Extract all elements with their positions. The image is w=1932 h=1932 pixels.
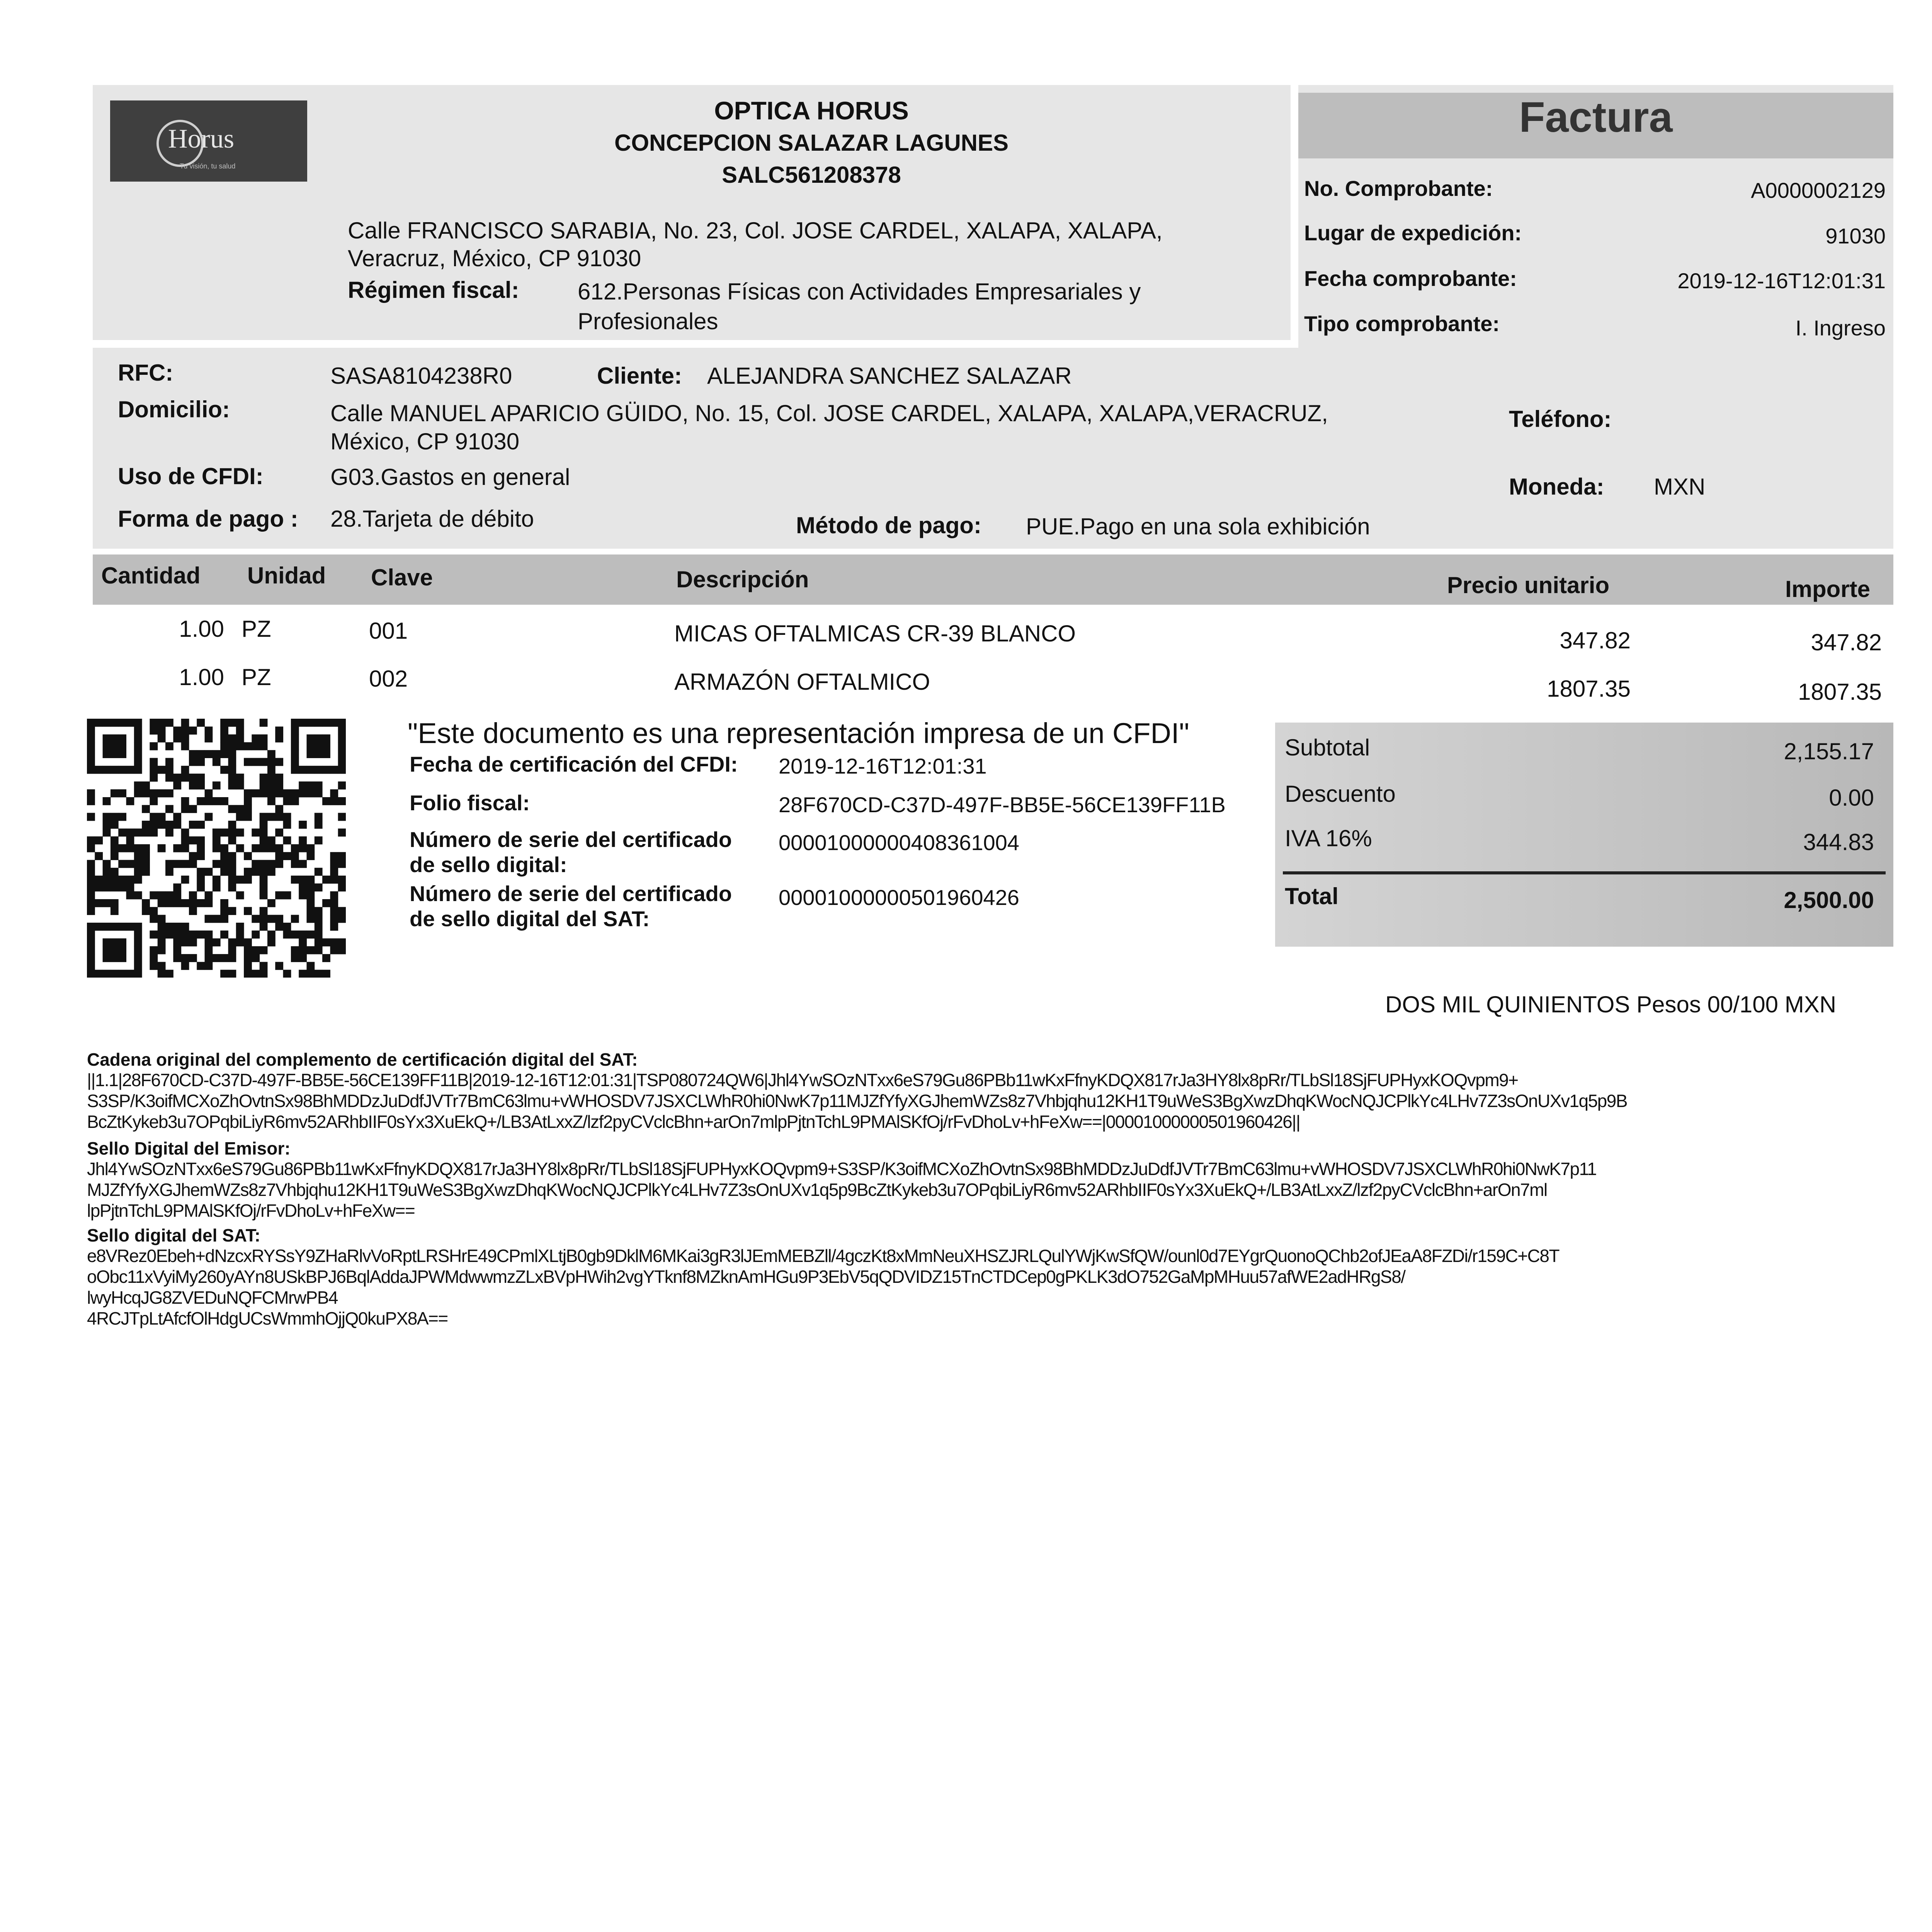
sello-sat-label: Sello digital del SAT: (87, 1225, 260, 1245)
cadena-label: Cadena original del complemento de certificación digital del SAT: (87, 1049, 638, 1070)
uso-cfdi-label: Uso de CFDI: (118, 463, 264, 489)
fecha-certificacion: 2019-12-16T12:01:31 (779, 754, 987, 778)
issuer-rfc: SALC561208378 (722, 162, 901, 188)
telefono-label: Teléfono: (1509, 406, 1612, 432)
table-row-descripcion: ARMAZÓN OFTALMICO (674, 669, 930, 695)
metodo-pago: PUE.Pago en una sola exhibición (1026, 514, 1370, 539)
cadena-line: ||1.1|28F670CD-C37D-497F-BB5E-56CE139FF11B|2019-12-16T12:01:31|TSP080724QW6|Jhl4YwSOzNTxx6eS79Gu86PBb11wKxFfnyKDQX817rJa3HY8lx8pRr/TLbSl18SjFUPHyxKOQvpm9+ (87, 1070, 1518, 1090)
logo-text: Horus (168, 124, 235, 154)
total-value: 2,500.00 (1784, 887, 1874, 913)
logo-tagline: Tu visión, tu salud (180, 162, 236, 170)
regimen-line2: Profesionales (578, 308, 718, 334)
table-row-importe: 347.82 (1811, 629, 1882, 655)
issuer-owner: CONCEPCION SALAZAR LAGUNES (614, 130, 1009, 156)
invoice-field-label: Tipo comprobante: (1304, 311, 1500, 336)
table-row-importe: 1807.35 (1798, 679, 1882, 705)
serie-certificado-label: de sello digital: (410, 852, 567, 877)
domicilio-label: Domicilio: (118, 396, 230, 422)
sello-sat-line: lwyHcqJG8ZVEDuNQFCMrwPB4 (87, 1287, 338, 1308)
metodo-pago-label: Método de pago: (796, 512, 981, 538)
issuer-address-line2: Veracruz, México, CP 91030 (348, 245, 641, 271)
table-header-row (93, 554, 1893, 605)
issuer-address-line1: Calle FRANCISCO SARABIA, No. 23, Col. JOSE CARDEL, XALAPA, XALAPA, (348, 218, 1163, 243)
regimen-line1: 612.Personas Físicas con Actividades Empresariales y (578, 279, 1141, 304)
cliente-label: Cliente: (597, 363, 682, 389)
folio-fiscal: 28F670CD-C37D-497F-BB5E-56CE139FF11B (779, 793, 1226, 817)
descuento-value: 0.00 (1829, 785, 1874, 811)
rfc-label: RFC: (118, 360, 173, 386)
sello-emisor-line: lpPjtnTchL9PMAlSKfOj/rFvDhoLv+hFeXw== (87, 1201, 415, 1221)
regimen-label: Régimen fiscal: (348, 277, 519, 303)
descuento-label: Descuento (1285, 781, 1396, 807)
serie-sat-label: Número de serie del certificado (410, 881, 732, 906)
fecha-certificacion-label: Fecha de certificación del CFDI: (410, 752, 738, 776)
sello-sat-line: 4RCJTpLtAfcfOlHdgUCsWmmhOjjQ0kuPX8A== (87, 1308, 448, 1328)
total-label: Total (1285, 883, 1338, 909)
sello-sat-line: e8VRez0Ebeh+dNzcxRYSsY9ZHaRlvVoRptLRSHrE49CPmlXLtjB0gb9DklM6MKai3gR3lJEmMEBZll/4gczKt8xMmNeuXHSZJRLQulYWjKwSfQW/ounl0d7EYgrQuonoQChb2ofJEaA8FZDi/r159C+C8T (87, 1246, 1560, 1266)
invoice-field-value: 2019-12-16T12:01:31 (1677, 269, 1886, 293)
table-row-unidad: PZ (242, 616, 271, 642)
iva-value: 344.83 (1803, 829, 1874, 855)
serie-sat-label: de sello digital del SAT: (410, 906, 650, 931)
cfdi-statement: "Este documento es una representación impresa de un CFDI" (408, 717, 1189, 749)
moneda-label: Moneda: (1509, 474, 1604, 500)
serie-sat: 00001000000501960426 (779, 885, 1019, 910)
subtotal-value: 2,155.17 (1784, 738, 1874, 764)
col-header-descripcion: Descripción (676, 566, 809, 592)
subtotal-label: Subtotal (1285, 735, 1370, 760)
folio-fiscal-label: Folio fiscal: (410, 791, 530, 815)
invoice-field-label: Lugar de expedición: (1304, 221, 1522, 245)
totals-divider (1283, 871, 1886, 874)
invoice-field-label: No. Comprobante: (1304, 176, 1493, 201)
logo (110, 100, 307, 182)
qr-code (87, 719, 346, 978)
forma-pago: 28.Tarjeta de débito (330, 506, 534, 532)
table-row-unidad: PZ (242, 664, 271, 690)
col-header-importe: Importe (1785, 576, 1871, 602)
serie-certificado-label: Número de serie del certificado (410, 827, 732, 852)
cadena-text (87, 1070, 1627, 1132)
invoice-title: Factura (1519, 94, 1673, 141)
table-row-cantidad: 1.00 (179, 616, 224, 642)
table-row-descripcion: MICAS OFTALMICAS CR-39 BLANCO (674, 621, 1076, 646)
sello-emisor-label: Sello Digital del Emisor: (87, 1138, 291, 1158)
sello-sat-text (87, 1245, 1559, 1329)
invoice-field-label: Fecha comprobante: (1304, 266, 1517, 291)
client-name: ALEJANDRA SANCHEZ SALAZAR (707, 363, 1072, 389)
issuer-name: OPTICA HORUS (714, 96, 909, 125)
cadena-line: S3SP/K3oifMCXoZhOvtnSx98BhMDDzJuDdfJVTr7BmC63lmu+vWHOSDV7JSXCLWhR0hi0NwK7p11MJZfYfyXGJhemWZs8z7Vhbjqhu12KH1T9uWeS3BgXwzDhqKWocNQJCPlkYc4LHv7Z3sOnUXv1q5p9B (87, 1091, 1627, 1111)
table-row-clave: 001 (369, 618, 408, 644)
sello-emisor-line: Jhl4YwSOzNTxx6eS79Gu86PBb11wKxFfnyKDQX817rJa3HY8lx8pRr/TLbSl18SjFUPHyxKOQvpm9+S3SP/K3oifMCXoZhOvtnSx98BhMDDzJuDdfJVTr7BmC63lmu+vWHOSDV7JSXCLWhR0hi0NwK7p11 (87, 1159, 1597, 1179)
sello-emisor-text (87, 1158, 1596, 1221)
col-header-precio: Precio unitario (1447, 572, 1610, 598)
col-header-clave: Clave (371, 565, 433, 590)
sello-sat-line: oObc11xVyiMy260yAYn8USkBPJ6BqlAddaJPWMdwwmzZLxBVpHWih2vgYTknf8MZknAmHGu9P3EbV5qQDVIDZ15TnCTDCep0gPKLK3dO752GaMpMHuu57afWE2adHRgS8/ (87, 1267, 1405, 1287)
forma-pago-label: Forma de pago : (118, 506, 298, 532)
table-row-clave: 002 (369, 666, 408, 692)
sello-emisor-line: MJZfYfyXGJhemWZs8z7Vhbjqhu12KH1T9uWeS3BgXwzDhqKWocNQJCPlkYc4LHv7Z3sOnUXv1q5p9BcZtKykeb3u7OPqbiLiyR6mv52ARhbIIF0sYx3XuEkQ+/LB3AtLxxZ/lzf2pyCVclcBhn+arOn7ml (87, 1180, 1547, 1200)
col-header-cantidad: Cantidad (101, 563, 201, 588)
invoice-field-value: 91030 (1825, 224, 1886, 248)
serie-certificado: 00001000000408361004 (779, 830, 1019, 855)
iva-label: IVA 16% (1285, 825, 1372, 851)
invoice-field-value: A0000002129 (1751, 178, 1886, 202)
uso-cfdi: G03.Gastos en general (330, 464, 570, 490)
domicilio-line2: México, CP 91030 (330, 429, 520, 454)
col-header-unidad: Unidad (247, 563, 326, 588)
table-row-precio: 347.82 (1560, 628, 1631, 653)
invoice-field-value: I. Ingreso (1795, 316, 1886, 340)
client-rfc: SASA8104238R0 (330, 363, 512, 389)
table-row-cantidad: 1.00 (179, 664, 224, 690)
domicilio-line1: Calle MANUEL APARICIO GÜIDO, No. 15, Col. JOSE CARDEL, XALAPA, XALAPA,VERACRUZ, (330, 400, 1328, 426)
cadena-line: BcZtKykeb3u7OPqbiLiyR6mv52ARhbIIF0sYx3XuEkQ+/LB3AtLxxZ/lzf2pyCVclcBhn+arOn7mlpPjtnTchL9PMAlSKfOj/rFvDhoLv+hFeXw==|00001000000501960426|| (87, 1112, 1300, 1132)
amount-in-words: DOS MIL QUINIENTOS Pesos 00/100 MXN (1385, 992, 1837, 1017)
moneda: MXN (1654, 474, 1706, 500)
table-row-precio: 1807.35 (1547, 676, 1631, 702)
